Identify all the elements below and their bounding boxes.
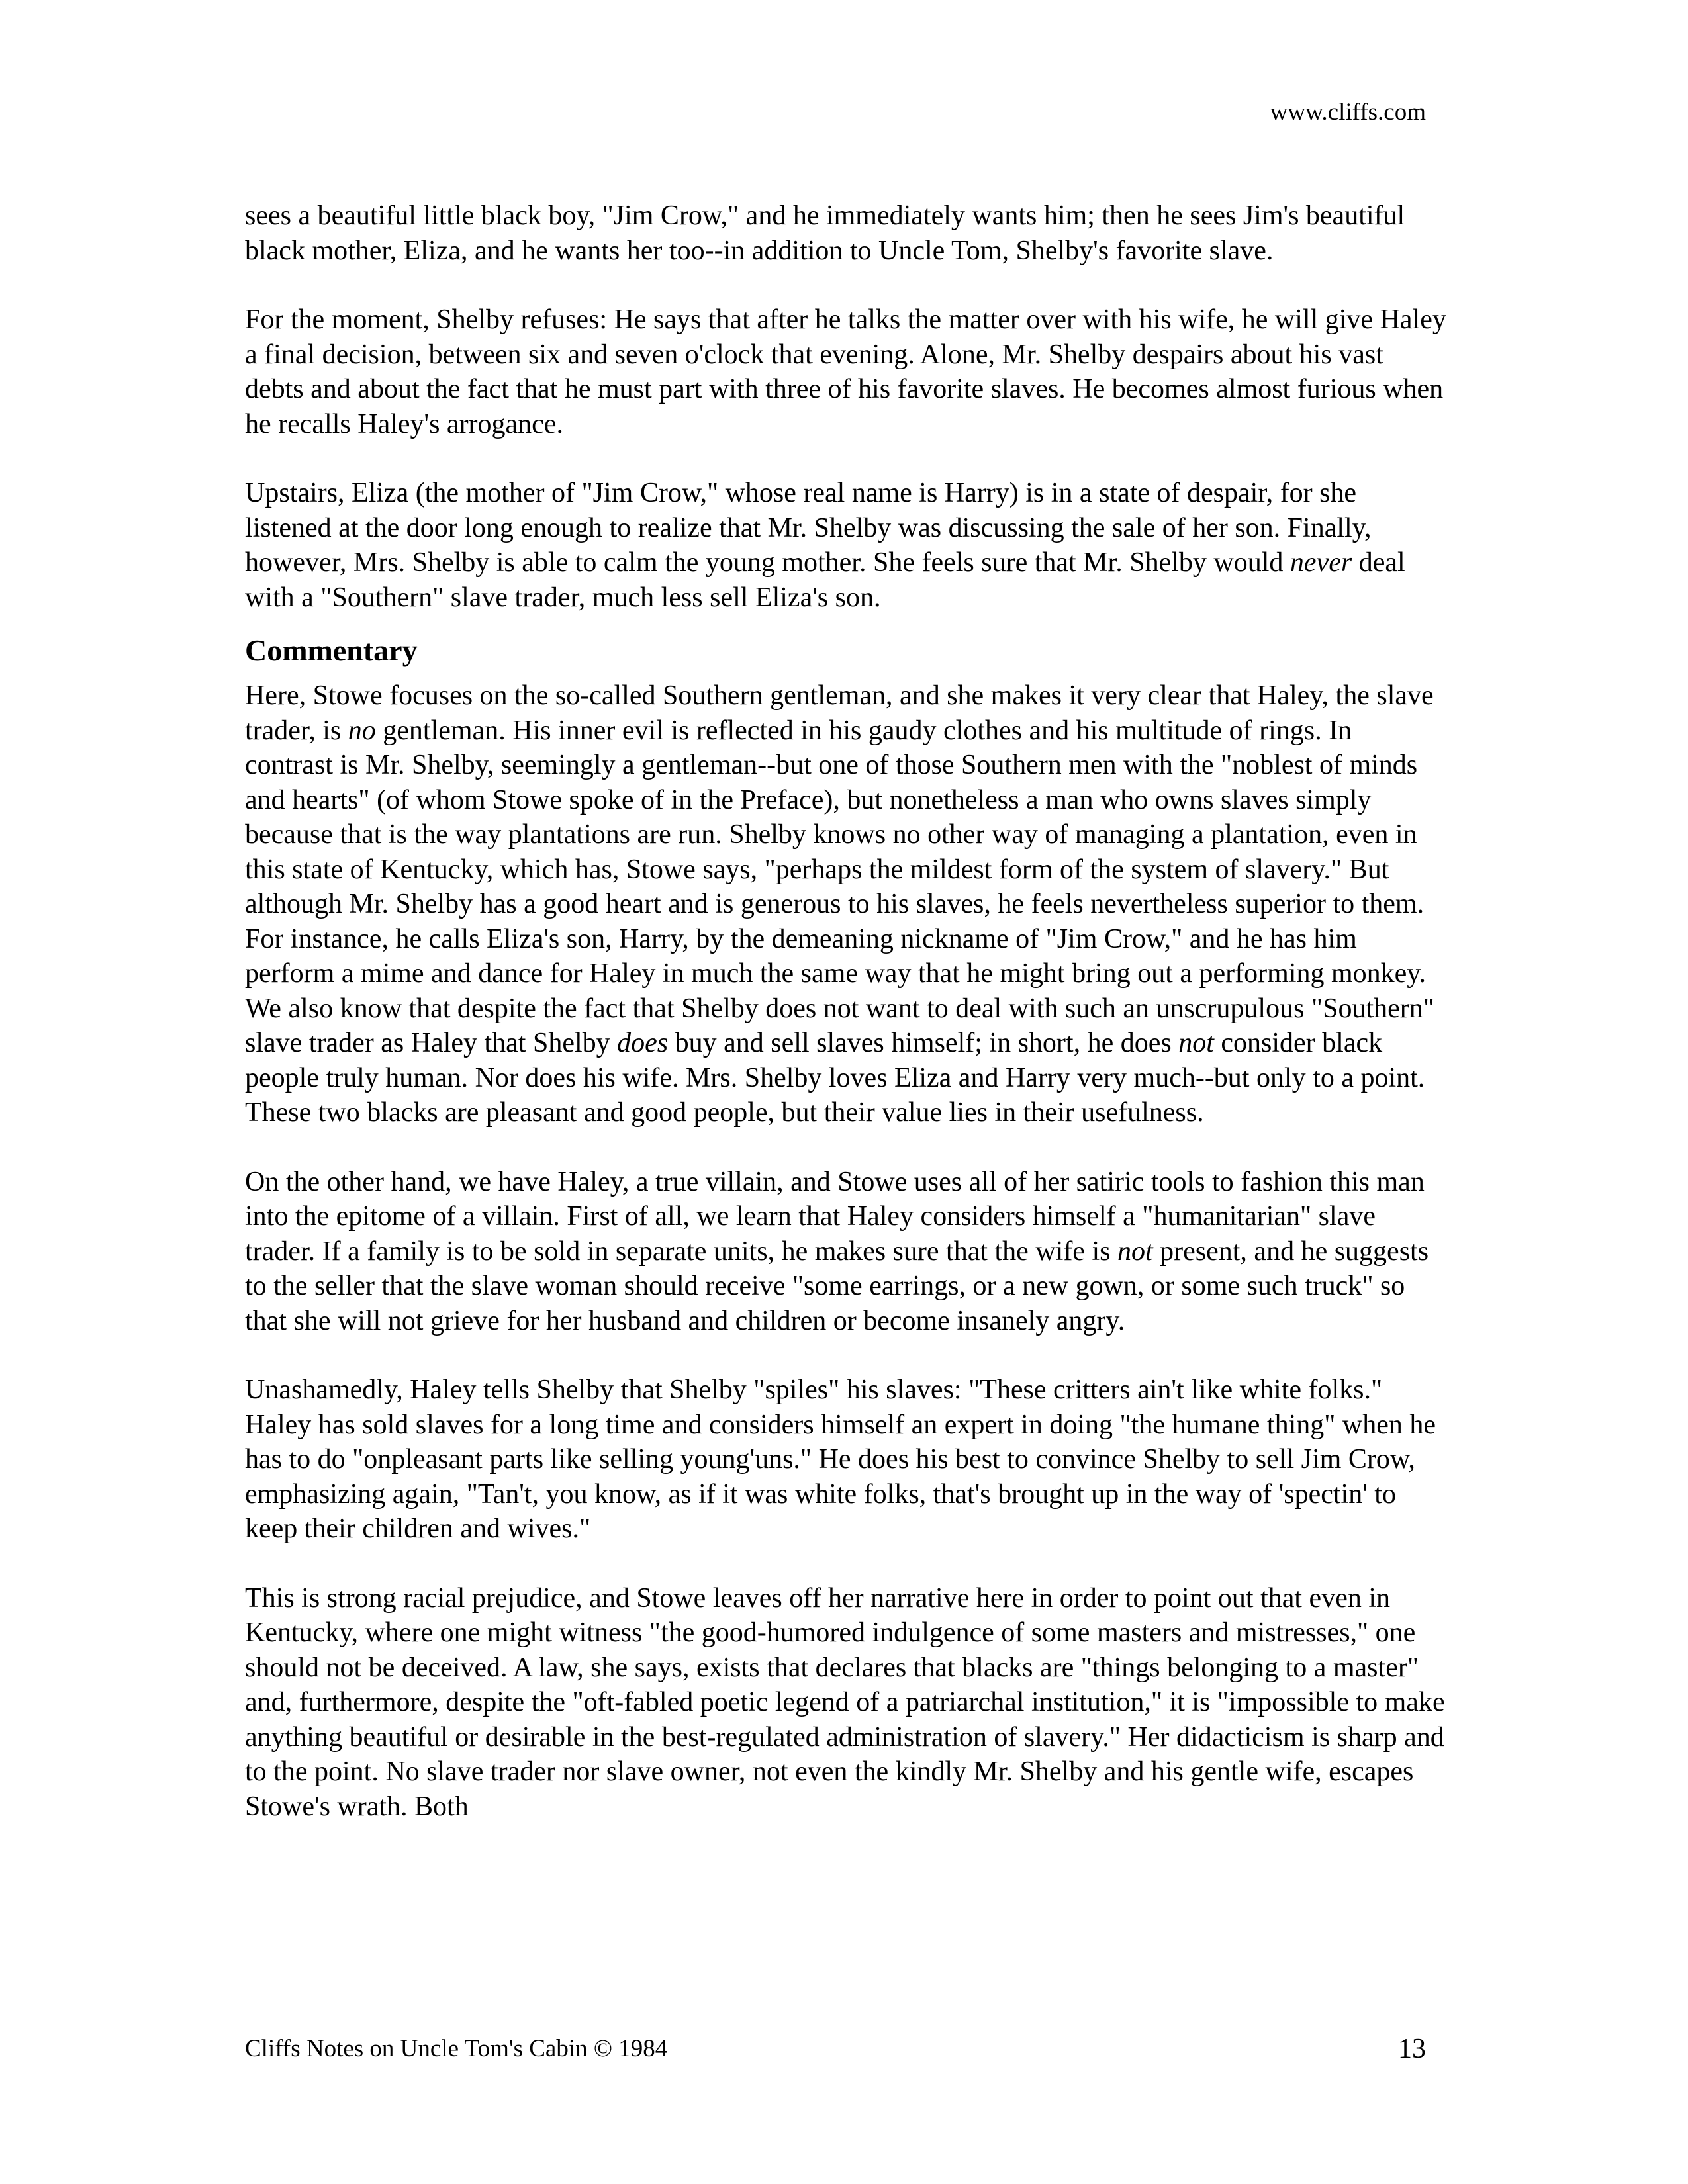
commentary-paragraph-2 [245, 1165, 1446, 1339]
italic-emphasis: never [1289, 547, 1352, 578]
text-segment: consider black people truly human. Nor does his wife. Mrs. Shelby loves Eliza and Harry very much--but only to a point. These two blacks are pleasant and good people, but their value lies in their usefulness. [245, 1028, 1425, 1128]
commentary-heading: Commentary [245, 633, 418, 667]
summary-paragraph-2 [245, 302, 1446, 441]
italic-emphasis: does [617, 1028, 669, 1058]
footer-title: Cliffs Notes on Uncle Tom's Cabin © 1984 [245, 2035, 668, 2062]
italic-emphasis: not [1117, 1236, 1153, 1267]
italic-emphasis: not [1178, 1028, 1214, 1058]
text-segment: gentleman. His inner evil is reflected in his gaudy clothes and his multitude of rings. In contrast is Mr. Shelby, seemingly a gentleman--but one of those Southern men with the "noblest of minds and hearts" (of whom Stowe spoke of in the Preface), but nonetheless a man who owns slaves simply because that is the way plantations are run. Shelby knows no other way of managing a plantation, even in this state of Kentucky, which has, Stowe says, "perhaps the mildest form of the system of slavery." But although Mr. Shelby has a good heart and is generous to his slaves, he feels nevertheless superior to them. For instance, he calls Eliza's son, Harry, by the demeaning nickname of "Jim Crow," and he has him perform a mime and dance for Haley in much the same way that he might bring out a performing monkey. We also know that despite the fact that Shelby does not want to deal with such an unscrupulous "Southern" slave trader as Haley that Shelby [245, 715, 1434, 1058]
commentary-paragraph-1 [245, 678, 1446, 1130]
commentary-paragraph-4 [245, 1581, 1446, 1825]
header-url: www.cliffs.com [1270, 99, 1426, 126]
text-segment: deal with a "Southern" slave trader, much less sell Eliza's son. [245, 547, 1405, 613]
text-segment: present, and he suggests to the seller that the slave woman should receive "some earrings, or a new gown, or some such truck" so that she will not grieve for her husband and children or become insanely angry. [245, 1236, 1429, 1336]
italic-emphasis: no [348, 715, 376, 746]
text-segment: On the other hand, we have Haley, a true villain, and Stowe uses all of her satiric tools to fashion this man into the epitome of a villain. First of all, we learn that Haley considers himself a "humanitarian" slave trader. If a family is to be sold in separate units, he makes sure that the wife is [245, 1166, 1425, 1267]
summary-paragraph-3 [245, 476, 1446, 615]
page-number: 13 [1398, 2034, 1426, 2064]
text-segment: Unashamedly, Haley tells Shelby that Shelby "spiles" his slaves: "These critters ain't like white folks." Haley has sold slaves for a long time and considers himself an expert in doing "the humane thing" when he has to do "onpleasant parts like selling young'uns." He does his best to convince Shelby to sell Jim Crow, emphasizing again, "Tan't, you know, as if it was white folks, that's brought up in the way of 'spectin' to keep their children and wives." [245, 1375, 1436, 1544]
commentary-paragraph-3 [245, 1373, 1446, 1547]
text-segment: Here, Stowe focuses on the so-called Southern gentleman, and she makes it very clear that Haley, the slave trader, is [245, 680, 1434, 746]
text-segment: This is strong racial prejudice, and Stowe leaves off her narrative here in order to point out that even in Kentucky, where one might witness "the good-humored indulgence of some masters and mistresses," one should not be deceived. A law, she says, exists that declares that blacks are "things belonging to a master" and, furthermore, despite the "oft-fabled poetic legend of a patriarchal institution," it is "impossible to make anything beautiful or desirable in the best-regulated administration of slavery." Her didacticism is sharp and to the point. No slave trader nor slave owner, not even the kindly Mr. Shelby and his gentle wife, escapes Stowe's wrath. Both [245, 1582, 1445, 1822]
summary-paragraph-1 [245, 199, 1446, 268]
text-segment: Upstairs, Eliza (the mother of "Jim Crow," whose real name is Harry) is in a state of despair, for she listened at the door long enough to realize that Mr. Shelby was discussing the sale of her son. Finally, however, Mrs. Shelby is able to calm the young mother. She feels sure that Mr. Shelby would [245, 478, 1372, 578]
text-segment: For the moment, Shelby refuses: He says that after he talks the matter over with his wife, he will give Haley a final decision, between six and seven o'clock that evening. Alone, Mr. Shelby despairs about his vast debts and about the fact that he must part with three of his favorite slaves. He becomes almost furious when he recalls Haley's arrogance. [245, 304, 1446, 439]
page-content [245, 199, 1446, 1858]
text-segment: buy and sell slaves himself; in short, he does [668, 1028, 1179, 1058]
text-segment: sees a beautiful little black boy, "Jim Crow," and he immediately wants him; then he sees Jim's beautiful black mother, Eliza, and he wants her too--in addition to Uncle Tom, Shelby's favorite slave. [245, 201, 1405, 266]
